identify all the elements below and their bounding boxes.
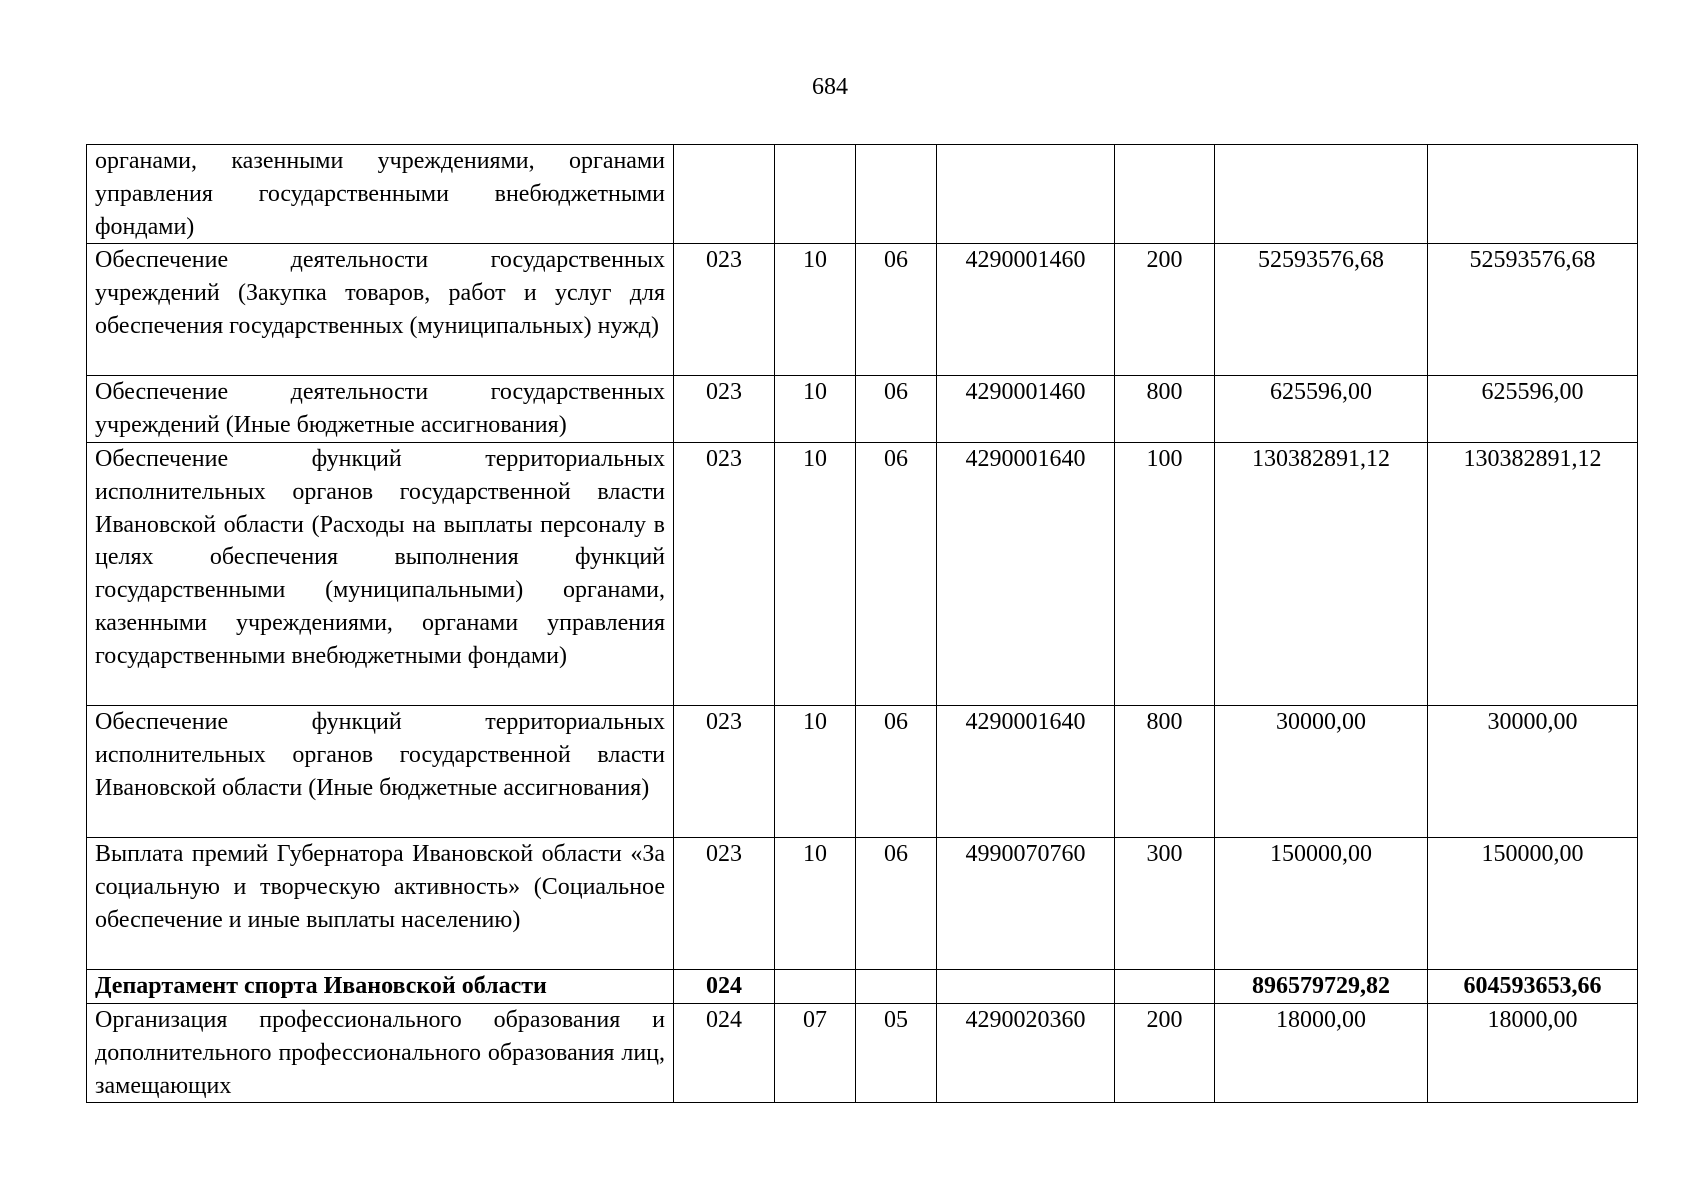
row-description: Организация профессионального образования и дополнительного профессионального образования лиц, замещающих xyxy=(87,1003,674,1102)
department-name: Департамент спорта Ивановской области xyxy=(87,969,674,1003)
ministry-code: 024 xyxy=(674,1003,775,1102)
amount-1: 130382891,12 xyxy=(1215,442,1428,705)
table-row xyxy=(87,442,1638,705)
budget-table xyxy=(86,144,1638,1103)
row-description: Выплата премий Губернатора Ивановской области «За социальную и творческую активность» (Социальное обеспечение и иные выплаты населению) xyxy=(87,837,674,969)
ministry-code: 023 xyxy=(674,244,775,376)
amount-2: 30000,00 xyxy=(1428,705,1638,837)
table-row xyxy=(87,145,1638,244)
amount-1: 18000,00 xyxy=(1215,1003,1428,1102)
expense-type-code: 200 xyxy=(1115,244,1215,376)
section-code: 10 xyxy=(775,442,856,705)
target-article-code: 4290020360 xyxy=(937,1003,1115,1102)
section-code xyxy=(775,969,856,1003)
ministry-code xyxy=(674,145,775,244)
row-description: Обеспечение функций территориальных исполнительных органов государственной власти Ивановской области (Расходы на выплаты персоналу в целях обеспечения выполнения функций государственными (муниципальными) органами, казенными учреждениями, органами управления государственными внебюджетными фондами) xyxy=(87,442,674,705)
subsection-code: 06 xyxy=(856,705,937,837)
subsection-code: 05 xyxy=(856,1003,937,1102)
subsection-code xyxy=(856,969,937,1003)
amount-1: 30000,00 xyxy=(1215,705,1428,837)
subsection-code: 06 xyxy=(856,376,937,443)
ministry-code: 023 xyxy=(674,837,775,969)
amount-2: 604593653,66 xyxy=(1428,969,1638,1003)
subsection-code xyxy=(856,145,937,244)
ministry-code: 024 xyxy=(674,969,775,1003)
page-number: 684 xyxy=(812,74,848,100)
table-row xyxy=(87,1003,1638,1102)
amount-2: 52593576,68 xyxy=(1428,244,1638,376)
row-description: органами, казенными учреждениями, органами управления государственными внебюджетными фондами) xyxy=(87,145,674,244)
row-description: Обеспечение деятельности государственных учреждений (Закупка товаров, работ и услуг для обеспечения государственных (муниципальных) нужд) xyxy=(87,244,674,376)
expense-type-code xyxy=(1115,969,1215,1003)
target-article-code: 4990070760 xyxy=(937,837,1115,969)
ministry-code: 023 xyxy=(674,376,775,443)
amount-1: 625596,00 xyxy=(1215,376,1428,443)
section-code: 07 xyxy=(775,1003,856,1102)
section-code: 10 xyxy=(775,837,856,969)
amount-2: 130382891,12 xyxy=(1428,442,1638,705)
amount-1 xyxy=(1215,145,1428,244)
expense-type-code: 100 xyxy=(1115,442,1215,705)
section-code: 10 xyxy=(775,376,856,443)
ministry-code: 023 xyxy=(674,442,775,705)
row-description: Обеспечение функций территориальных исполнительных органов государственной власти Ивановской области (Иные бюджетные ассигнования) xyxy=(87,705,674,837)
target-article-code: 4290001460 xyxy=(937,376,1115,443)
ministry-code: 023 xyxy=(674,705,775,837)
subsection-code: 06 xyxy=(856,837,937,969)
target-article-code: 4290001640 xyxy=(937,442,1115,705)
expense-type-code: 200 xyxy=(1115,1003,1215,1102)
expense-type-code: 800 xyxy=(1115,376,1215,443)
amount-1: 150000,00 xyxy=(1215,837,1428,969)
target-article-code xyxy=(937,969,1115,1003)
table-row-department-total xyxy=(87,969,1638,1003)
amount-2 xyxy=(1428,145,1638,244)
section-code: 10 xyxy=(775,244,856,376)
row-description: Обеспечение деятельности государственных учреждений (Иные бюджетные ассигнования) xyxy=(87,376,674,443)
expense-type-code xyxy=(1115,145,1215,244)
section-code xyxy=(775,145,856,244)
amount-2: 625596,00 xyxy=(1428,376,1638,443)
expense-type-code: 800 xyxy=(1115,705,1215,837)
subsection-code: 06 xyxy=(856,244,937,376)
amount-1: 896579729,82 xyxy=(1215,969,1428,1003)
table-row xyxy=(87,376,1638,443)
target-article-code: 4290001460 xyxy=(937,244,1115,376)
table-row xyxy=(87,837,1638,969)
expense-type-code: 300 xyxy=(1115,837,1215,969)
target-article-code xyxy=(937,145,1115,244)
table-row xyxy=(87,244,1638,376)
table-row xyxy=(87,705,1638,837)
section-code: 10 xyxy=(775,705,856,837)
amount-2: 150000,00 xyxy=(1428,837,1638,969)
amount-1: 52593576,68 xyxy=(1215,244,1428,376)
target-article-code: 4290001640 xyxy=(937,705,1115,837)
subsection-code: 06 xyxy=(856,442,937,705)
amount-2: 18000,00 xyxy=(1428,1003,1638,1102)
